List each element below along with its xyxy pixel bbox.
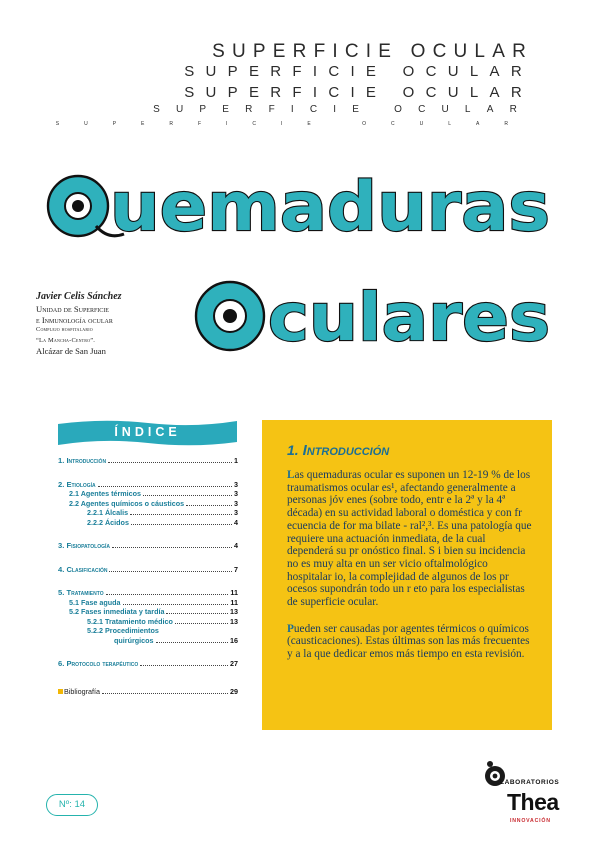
toc-label: 5.2 Fases inmediata y tardía xyxy=(69,607,165,616)
toc-page: 3 xyxy=(234,498,238,508)
toc-item[interactable] xyxy=(58,499,238,509)
introduction-paragraph-1 xyxy=(287,469,532,609)
author-city: Alcázar de San Juan xyxy=(36,346,106,357)
author-hospital-line-2: “La Mancha-Centro”. xyxy=(36,336,96,344)
introduction-heading-number: 1. xyxy=(287,442,303,458)
toc-item[interactable] xyxy=(58,456,238,466)
thea-logo xyxy=(482,758,572,830)
toc-page: 7 xyxy=(234,564,238,574)
drop-cap: P xyxy=(287,622,294,635)
toc-page: 3 xyxy=(234,479,238,489)
toc-dots xyxy=(106,594,229,595)
author-name: Javier Celis Sánchez xyxy=(36,291,122,302)
series-line-1: SUPERFICIE OCULAR xyxy=(212,41,533,62)
logo-laboratorios: LABORATORIOS xyxy=(500,779,560,786)
toc-page: 13 xyxy=(230,607,238,616)
toc-dots xyxy=(186,505,232,506)
toc-dots xyxy=(102,693,228,694)
toc-dots xyxy=(140,665,228,666)
toc-item[interactable] xyxy=(58,489,238,499)
toc-label: 5.1 Fase aguda xyxy=(69,597,121,607)
toc-label: 2.2 Agentes químicos o cáusticos xyxy=(69,498,185,508)
toc-label: 2.1 Agentes térmicos xyxy=(69,489,142,498)
toc-page: 4 xyxy=(234,517,238,527)
title-line-1: uemaduras xyxy=(110,168,550,247)
toc-page: 3 xyxy=(234,508,238,517)
toc-page: 29 xyxy=(230,686,238,696)
toc-item[interactable] xyxy=(58,607,238,617)
toc-item[interactable] xyxy=(58,541,238,551)
toc-dots xyxy=(130,514,232,515)
title-o-ring-icon xyxy=(196,282,264,350)
author-hospital-line-1: Complejo hospitalario xyxy=(36,326,93,334)
toc-page: 4 xyxy=(234,541,238,550)
logo-tagline: INNOVACIÓN xyxy=(510,818,551,824)
toc-page: 11 xyxy=(230,588,238,597)
paragraph-text: ueden ser causadas por agentes térmicos o químicos (causticaciones). Estas últimas son las más frecuentes y a la que dedicar emos más tiempo en esta revisión. xyxy=(287,622,530,661)
toc-label: quirúrgicos xyxy=(114,635,154,645)
toc-page: 27 xyxy=(230,659,238,668)
toc-item-bibliography[interactable] xyxy=(58,687,238,697)
paragraph-text: as quemaduras ocular es suponen un 12-19 % de los traumatismos ocular es¹, afectando generalmente a personas jóv enes (sobre todo, entr e la 2ª y la 4ª década) en su actividad laboral o doméstica y con fr ecuencia de for ma bilate - ral²,³. Es una patología que requiere una actuación inmediata, de la cual dependerá su pr onóstico final. S i bien su incidencia no es muy alta en un ser vicio oftalmológico hospitalar io, la complejidad de algunos de los pr ocesos supondrán todo un r eto para los especialistas de superficie ocular. xyxy=(287,469,532,609)
toc-dots xyxy=(123,604,229,605)
toc-page: 3 xyxy=(234,489,238,498)
toc-page: 13 xyxy=(230,616,238,626)
toc-label: 4. Clasificación xyxy=(58,564,108,574)
toc-page: 1 xyxy=(234,456,238,465)
index-banner xyxy=(58,418,237,446)
index-heading: ÍNDICE xyxy=(114,425,181,439)
series-line-3: SUPERFICIE OCULAR xyxy=(184,84,533,101)
toc-label: 2.2.2 Ácidos xyxy=(87,517,129,527)
toc-page: 16 xyxy=(230,635,238,645)
series-line-2: SUPERFICIE OCULAR xyxy=(184,63,533,80)
author-block xyxy=(36,292,186,356)
author-unit-line-2: e Inmunología ocular xyxy=(36,314,113,325)
bullet-square-icon xyxy=(58,689,63,694)
index-panel xyxy=(58,418,238,696)
issue-number-badge: Nº: 14 xyxy=(46,794,98,816)
toc-item[interactable] xyxy=(58,508,238,518)
toc-item[interactable] xyxy=(58,636,238,646)
toc-dots xyxy=(112,547,232,548)
toc-item[interactable] xyxy=(58,626,238,636)
toc-label: 3. Fisiopatología xyxy=(58,541,110,550)
toc-label: 1. Introducción xyxy=(58,456,107,465)
toc-dots xyxy=(143,495,232,496)
toc-dots xyxy=(98,486,232,487)
toc-label: 2.2.1 Álcalis xyxy=(87,508,129,517)
introduction-heading xyxy=(287,442,532,459)
toc-item[interactable] xyxy=(58,565,238,575)
toc-dots xyxy=(108,462,232,463)
toc-dots xyxy=(131,524,232,525)
series-line-4: SUPERFICIE OCULAR xyxy=(153,104,533,115)
title-line-2: culares xyxy=(268,279,550,356)
toc-page: 11 xyxy=(230,597,238,607)
toc-dots xyxy=(156,642,228,643)
introduction-heading-text: Introducción xyxy=(302,442,390,459)
author-unit-line-1: Unidad de Superficie xyxy=(36,304,109,315)
toc-item[interactable] xyxy=(58,659,238,669)
toc-dots xyxy=(175,623,228,624)
toc-item[interactable] xyxy=(58,480,238,490)
toc-dots xyxy=(166,613,228,614)
introduction-paragraph-2 xyxy=(287,623,532,661)
toc-item[interactable] xyxy=(58,588,238,598)
toc-item[interactable] xyxy=(58,617,238,627)
toc-label: 2. Etiología xyxy=(58,479,96,489)
series-header xyxy=(56,42,533,132)
toc-label: 5. Tratamiento xyxy=(58,588,104,597)
index-list xyxy=(58,456,238,696)
series-line-5: SUPERFICIE OCULAR xyxy=(55,121,533,127)
drop-cap: L xyxy=(287,469,295,481)
toc-item[interactable] xyxy=(58,598,238,608)
toc-label: 6. Protocolo terapéutico xyxy=(58,659,139,668)
toc-item[interactable] xyxy=(58,518,238,528)
logo-brand: Thea xyxy=(507,789,559,815)
toc-label: 5.2.2 Procedimientos xyxy=(87,626,159,635)
toc-dots xyxy=(109,571,232,572)
introduction-box xyxy=(262,420,552,730)
toc-label: 5.2.1 Tratamiento médico xyxy=(87,616,173,626)
toc-label: Bibliografía xyxy=(64,686,100,696)
